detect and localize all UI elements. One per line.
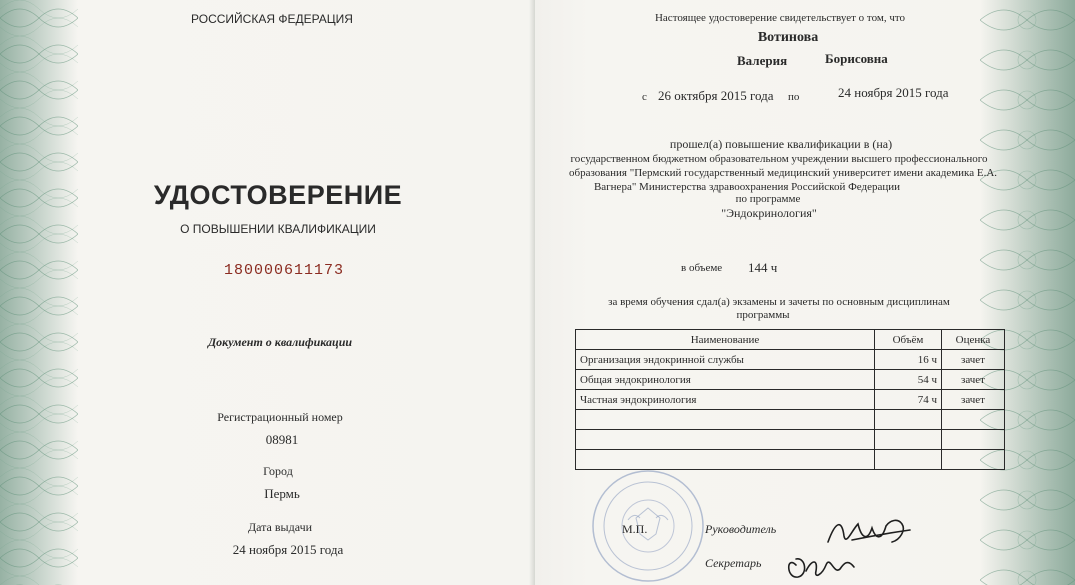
holder-first-name: Валерия [737,53,788,68]
city-label: Город [263,464,293,478]
mp-label: М.П. [622,522,648,536]
program-name: "Эндокринология" [721,206,817,220]
volume-label: в объеме [681,262,723,274]
header-grade: Оценка [942,330,1005,350]
table-row [576,350,1005,370]
guilloche-border-left [0,0,78,585]
country-header: РОССИЙСКАЯ ФЕДЕРАЦИЯ [191,12,353,26]
subject-name: Общая эндокринология [576,370,875,390]
subject-grade [942,450,1005,470]
document-type: Документ о квалификации [207,335,353,349]
left-page [0,0,535,585]
institution-line-1: государственном бюджетном образовательном учреждении высшего профессионального [570,153,988,165]
institution-line-3: Вагнера" Министерства здравоохранения Российской Федерации [593,181,901,193]
table-header-row [576,330,1005,350]
registration-number: 08981 [265,432,299,447]
official-seal-stamp [588,460,708,585]
to-prefix: по [788,91,800,103]
document-subtitle: О ПОВЫШЕНИИ КВАЛИФИКАЦИИ [180,222,376,236]
subject-hours [875,450,942,470]
subject-name [576,410,875,430]
table-row [576,370,1005,390]
volume-value: 144 ч [748,260,778,275]
institution-line-2: образования "Пермский государственный медицинский университет имени академика Е.А. [568,167,998,179]
exams-line-2: программы [736,309,790,321]
table-row-empty [576,430,1005,450]
holder-surname: Вотинова [757,30,819,45]
subject-name: Организация эндокринной службы [576,350,875,370]
intro-line: Настоящее удостоверение свидетельствует о том, что [654,12,906,24]
table-row-empty [576,410,1005,430]
table-row [576,390,1005,410]
header-volume: Объём [875,330,942,350]
registration-label: Регистрационный номер [217,410,343,424]
subject-grade: зачет [942,370,1005,390]
subject-grade: зачет [942,350,1005,370]
subject-grade [942,430,1005,450]
document-title: УДОСТОВЕРЕНИЕ [153,180,403,210]
subjects-table [575,329,1005,470]
subject-hours: 74 ч [875,390,942,410]
subject-hours [875,430,942,450]
city-value: Пермь [264,486,300,501]
issue-date-label: Дата выдачи [247,520,313,534]
head-label: Руководитель [705,522,777,536]
date-to: 24 ноября 2015 года [838,85,949,100]
secretary-signature [782,545,862,585]
exams-line-1: за время обучения сдал(а) экзамены и зачеты по основным дисциплинам [608,296,950,308]
subject-grade: зачет [942,390,1005,410]
subject-grade [942,410,1005,430]
header-name: Наименование [576,330,875,350]
subject-name [576,430,875,450]
secretary-label: Секретарь [705,556,762,570]
passed-line: прошел(а) повышение квалификации в (на) [669,137,893,151]
date-from: 26 октября 2015 года [658,88,774,103]
subject-name: Частная эндокринология [576,390,875,410]
subject-hours: 16 ч [875,350,942,370]
issue-date: 24 ноября 2015 года [232,542,344,557]
serial-number: 180000611173 [223,262,345,279]
holder-patronymic: Борисовна [825,51,888,66]
from-prefix: с [642,91,647,103]
guilloche-border-right [980,0,1075,585]
subject-hours: 54 ч [875,370,942,390]
program-label: по программе [735,193,801,205]
subject-hours [875,410,942,430]
